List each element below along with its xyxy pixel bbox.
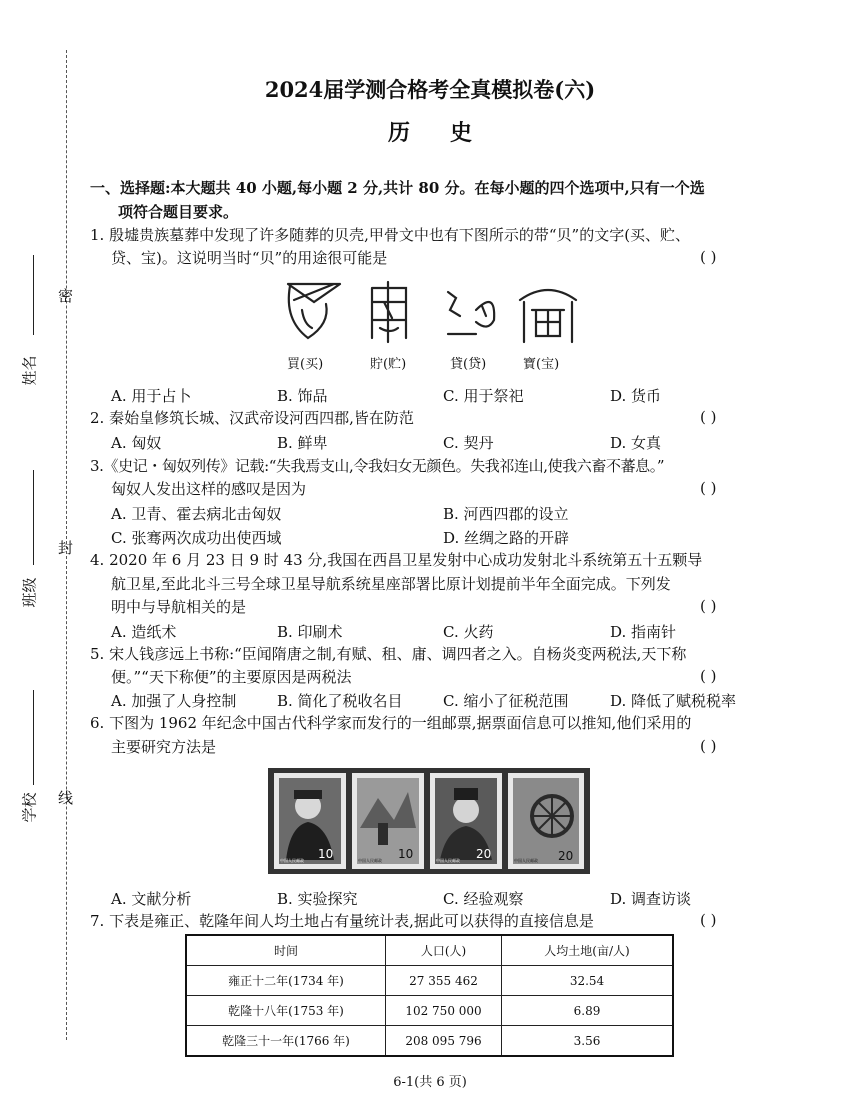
q2-option-b: B. 鲜卑 — [277, 434, 328, 452]
q6-line1: 6. 下图为 1962 年纪念中国古代科学家而发行的一组邮票,据票面信息可以推知,他们采用的 — [90, 714, 692, 732]
stamp-1 — [274, 773, 346, 869]
table-cell: 乾隆三十一年(1766 年) — [186, 1026, 386, 1057]
q5-option-b: B. 简化了税收名目 — [277, 692, 403, 710]
name-label: 姓名 — [20, 355, 39, 386]
q2-option-d: D. 女真 — [610, 434, 662, 452]
seal-char-xian: 线 — [58, 789, 74, 807]
page-footer: 6-1(共 6 页) — [393, 1075, 467, 1090]
q2-option-a: A. 匈奴 — [111, 434, 162, 452]
table-row — [186, 966, 673, 996]
stamp-4-caption: 中国人民邮政 — [514, 858, 538, 863]
q2-answer-paren: ( ) — [700, 408, 717, 426]
name-blank-line — [33, 255, 34, 335]
stamp-4-value: 20 — [558, 849, 574, 863]
school-blank-line — [33, 690, 34, 785]
q1-line2: 贷、宝)。这说明当时“贝”的用途很可能是 — [111, 249, 388, 267]
oracle-bone-glyphs — [280, 280, 580, 344]
q1-line1: 1. 殷墟贵族墓葬中发现了许多随葬的贝壳,甲骨文中也有下图所示的带“贝”的文字(买、贮、 — [90, 226, 691, 244]
table-cell: 208 095 796 — [386, 1026, 502, 1057]
q5-option-a: A. 加强了人身控制 — [111, 692, 237, 710]
class-blank-line — [33, 470, 34, 565]
school-label: 学校 — [20, 792, 39, 823]
stamp-3-value: 20 — [476, 847, 492, 861]
stamp-3 — [430, 773, 502, 869]
q4-option-c: C. 火药 — [443, 623, 494, 641]
q5-answer-paren: ( ) — [700, 667, 717, 685]
q6-option-d: D. 调查访谈 — [610, 890, 692, 908]
table-row — [186, 996, 673, 1026]
q7-line1: 7. 下表是雍正、乾隆年间人均土地占有量统计表,据此可以获得的直接信息是 — [90, 912, 594, 930]
q1-option-d: D. 货币 — [610, 387, 662, 405]
exam-title: 2024届学测合格考全真模拟卷(六) — [264, 77, 596, 102]
stamp-1-caption: 中国人民邮政 — [280, 858, 304, 863]
q4-option-b: B. 印刷术 — [277, 623, 343, 641]
population-land-table — [185, 934, 674, 1057]
q5-line2: 便。”“天下称便”的主要原因是两税法 — [111, 668, 352, 686]
table-header-time: 时间 — [186, 935, 386, 966]
q6-option-c: C. 经验观察 — [443, 890, 524, 908]
glyph-caption-mai: 買(买) — [287, 357, 324, 372]
q2-line1: 2. 秦始皇修筑长城、汉武帝设河西四郡,皆在防范 — [90, 409, 414, 427]
table-header-population: 人口(人) — [386, 935, 502, 966]
stamp-3-caption: 中国人民邮政 — [436, 858, 460, 863]
q3-option-b: B. 河西四郡的设立 — [443, 505, 569, 523]
stamp-set-image — [268, 768, 590, 874]
glyph-caption-bao: 寶(宝) — [523, 357, 560, 372]
q6-option-a: A. 文献分析 — [111, 890, 192, 908]
subject-title: 历史 — [387, 120, 512, 146]
q5-option-c: C. 缩小了征税范围 — [443, 692, 569, 710]
section-heading-line2: 项符合题目要求。 — [118, 203, 239, 221]
table-cell: 6.89 — [502, 996, 674, 1026]
q4-line3: 明中与导航相关的是 — [111, 598, 247, 616]
q3-answer-paren: ( ) — [700, 479, 717, 497]
section-heading-line1: 一、选择题:本大题共 40 小题,每小题 2 分,共计 80 分。在每小题的四个选项中,只有一个选 — [90, 179, 705, 197]
q3-option-a: A. 卫青、霍去病北击匈奴 — [111, 505, 282, 523]
table-cell: 32.54 — [502, 966, 674, 996]
q4-answer-paren: ( ) — [700, 597, 717, 615]
table-cell: 乾隆十八年(1753 年) — [186, 996, 386, 1026]
class-label: 班级 — [20, 577, 39, 608]
table-cell: 雍正十二年(1734 年) — [186, 966, 386, 996]
seal-char-mi: 密 — [58, 287, 74, 305]
q3-line1: 3.《史记・匈奴列传》记载:“失我焉支山,令我妇女无颜色。失我祁连山,使我六畜不蕃息。” — [90, 457, 665, 475]
q4-option-a: A. 造纸术 — [111, 623, 177, 641]
glyph-caption-zhu: 貯(贮) — [370, 357, 407, 372]
q3-line2: 匈奴人发出这样的感叹是因为 — [111, 480, 307, 498]
q2-option-c: C. 契丹 — [443, 434, 494, 452]
q4-option-d: D. 指南针 — [610, 623, 677, 641]
q1-answer-paren: ( ) — [700, 248, 717, 266]
q6-answer-paren: ( ) — [700, 737, 717, 755]
q3-option-d: D. 丝绸之路的开辟 — [443, 529, 570, 547]
stamp-2 — [352, 773, 424, 869]
q6-option-b: B. 实验探究 — [277, 890, 358, 908]
stamp-2-value: 10 — [398, 847, 414, 861]
stamp-4 — [508, 773, 584, 869]
q4-line1: 4. 2020 年 6 月 23 日 9 时 43 分,我国在西昌卫星发射中心成功发射北斗系统第五十五颗导 — [90, 551, 703, 569]
stamp-2-caption: 中国人民邮政 — [358, 858, 382, 863]
table-header-row — [186, 935, 673, 966]
glyph-caption-dai: 貸(贷) — [450, 357, 487, 372]
q4-line2: 航卫星,至此北斗三号全球卫星导航系统星座部署比原计划提前半年全面完成。下列发 — [111, 575, 671, 593]
table-cell: 27 355 462 — [386, 966, 502, 996]
q7-answer-paren: ( ) — [700, 911, 717, 929]
q3-option-c: C. 张骞两次成功出使西域 — [111, 529, 282, 547]
q5-option-d: D. 降低了赋税税率 — [610, 692, 737, 710]
table-cell: 3.56 — [502, 1026, 674, 1057]
seal-char-feng: 封 — [58, 539, 74, 557]
q6-line2: 主要研究方法是 — [111, 738, 217, 756]
q1-option-c: C. 用于祭祀 — [443, 387, 524, 405]
table-row — [186, 1026, 673, 1057]
table-cell: 102 750 000 — [386, 996, 502, 1026]
q5-line1: 5. 宋人钱彦远上书称:“臣闻隋唐之制,有赋、租、庸、调四者之入。自杨炎变两税法,天下称 — [90, 645, 687, 663]
table-header-land: 人均土地(亩/人) — [502, 935, 674, 966]
q1-option-a: A. 用于占卜 — [111, 387, 192, 405]
stamp-1-value: 10 — [318, 847, 334, 861]
q1-option-b: B. 饰品 — [277, 387, 328, 405]
